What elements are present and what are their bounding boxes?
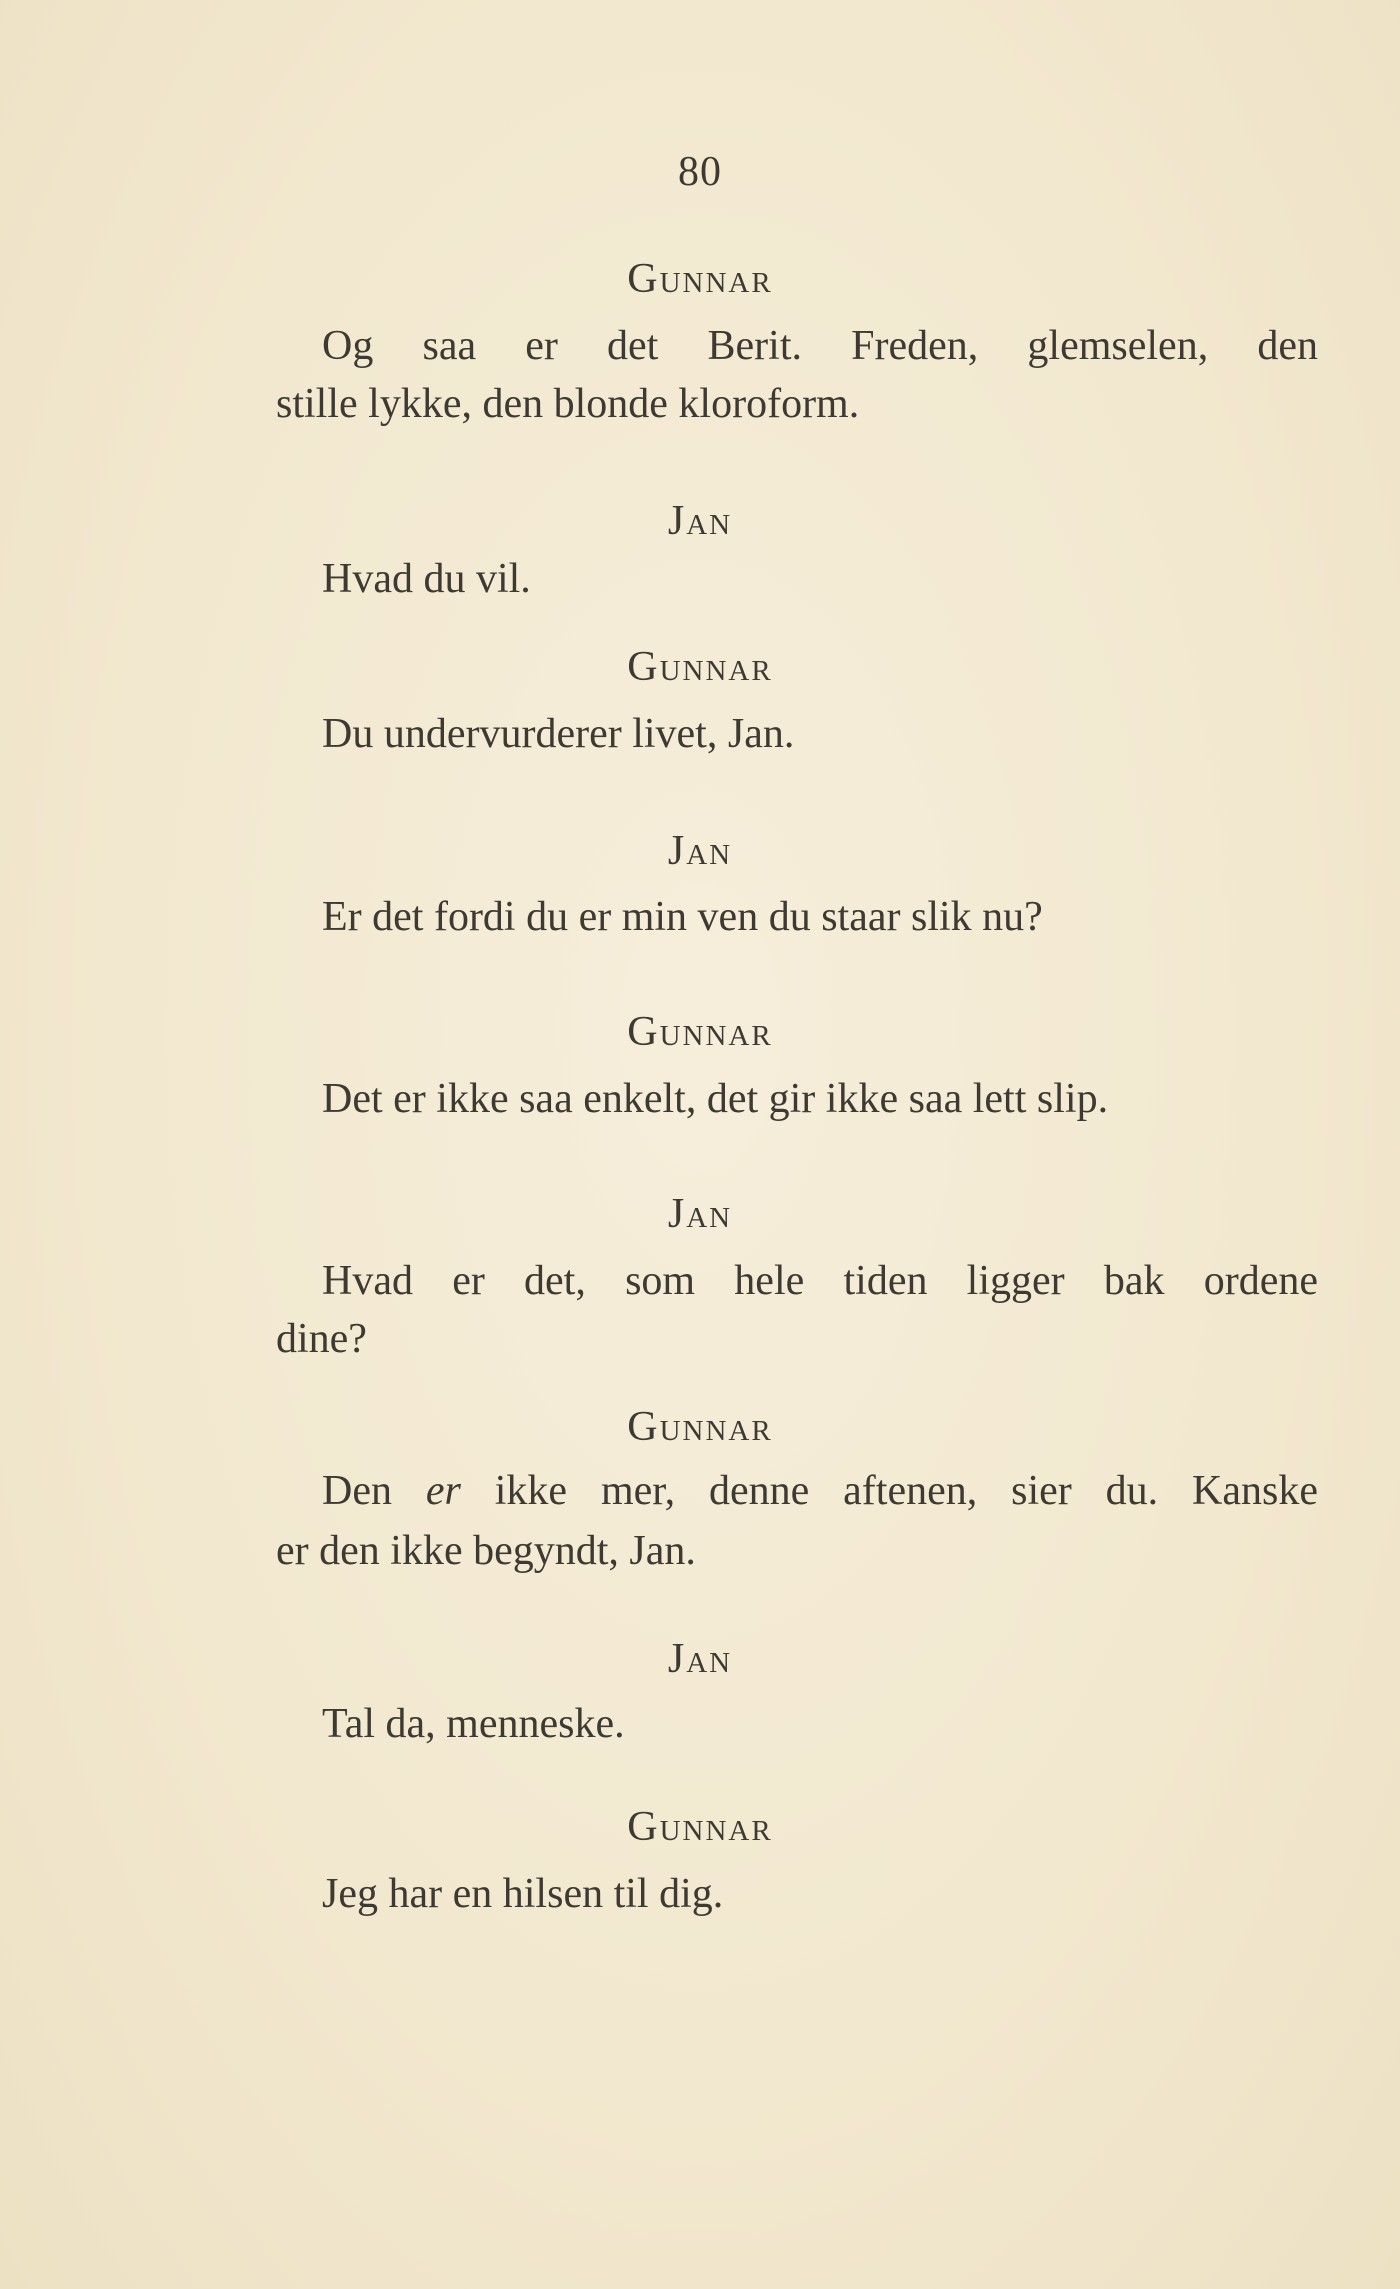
emphasized-word: er	[425, 1468, 461, 1514]
dialogue-text: Den	[322, 1468, 426, 1514]
speaker-name: Gunnar	[627, 1404, 773, 1450]
dialogue-line: er den ikke begyndt, Jan.	[276, 1528, 696, 1574]
speaker-name: Gunnar	[627, 1009, 773, 1055]
speaker-name: Jan	[667, 828, 733, 874]
dialogue-line: Det er ikke saa enkelt, det gir ikke saa lett slip.	[322, 1076, 1109, 1122]
dialogue-line: Og saa er det Berit. Freden, glemselen, den	[322, 323, 1318, 369]
dialogue-text: ikke mer, denne aftenen, sier du. Kanske	[460, 1468, 1318, 1514]
dialogue-line: Tal da, menneske.	[322, 1701, 625, 1747]
dialogue-line: Er det fordi du er min ven du staar slik nu?	[322, 894, 1043, 940]
dialogue-line	[322, 1467, 1318, 1515]
speaker-name: Gunnar	[627, 1804, 773, 1850]
speaker-name: Gunnar	[627, 644, 773, 690]
speaker-name: Jan	[667, 1636, 733, 1682]
dialogue-line: Hvad er det, som hele tiden ligger bak ordene	[322, 1258, 1318, 1304]
speaker-name: Jan	[667, 1191, 733, 1237]
speaker-name: Gunnar	[627, 256, 773, 302]
dialogue-line: Du undervurderer livet, Jan.	[322, 711, 795, 757]
dialogue-line: dine?	[276, 1316, 367, 1362]
dialogue-line: stille lykke, den blonde kloroform.	[276, 381, 860, 427]
speaker-name: Jan	[667, 498, 733, 544]
dialogue-line: Jeg har en hilsen til dig.	[322, 1871, 724, 1917]
dialogue-line: Hvad du vil.	[322, 556, 531, 602]
page-number: 80	[678, 149, 722, 195]
